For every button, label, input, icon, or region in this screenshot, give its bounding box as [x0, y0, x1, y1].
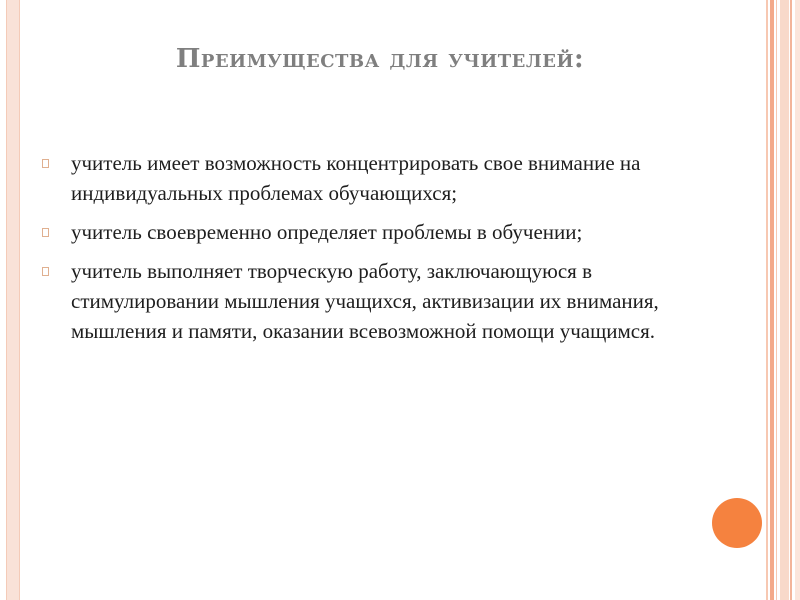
right-decorative-stripe	[776, 0, 777, 600]
right-decorative-stripe	[780, 0, 789, 600]
right-decorative-stripe	[766, 0, 768, 600]
bullet-text: учитель имеет возможность концентрировать свое внимание на индивидуальных проблемах обучающихся;	[71, 151, 641, 205]
bullet-text: учитель выполняет творческую работу, заключающуюся в стимулировании мышления учащихся, активизации их внимания, мышления и памяти, оказании всевозможной помощи учащимся.	[71, 259, 659, 343]
square-bullet-icon	[42, 267, 49, 276]
right-decorative-stripe	[770, 0, 774, 600]
right-decorative-stripe	[790, 0, 792, 600]
bullet-text: учитель своевременно определяет проблемы в обучении;	[71, 220, 583, 244]
orange-circle-decoration	[712, 498, 762, 548]
slide-title: Преимущества для учителей:	[175, 44, 585, 74]
bullet-item	[40, 256, 700, 346]
left-decorative-band	[6, 0, 20, 600]
bullet-list	[40, 148, 700, 355]
right-decorative-stripe	[795, 0, 800, 600]
bullet-item	[40, 148, 700, 208]
square-bullet-icon	[42, 159, 49, 168]
bullet-item	[40, 217, 700, 247]
square-bullet-icon	[42, 228, 49, 237]
